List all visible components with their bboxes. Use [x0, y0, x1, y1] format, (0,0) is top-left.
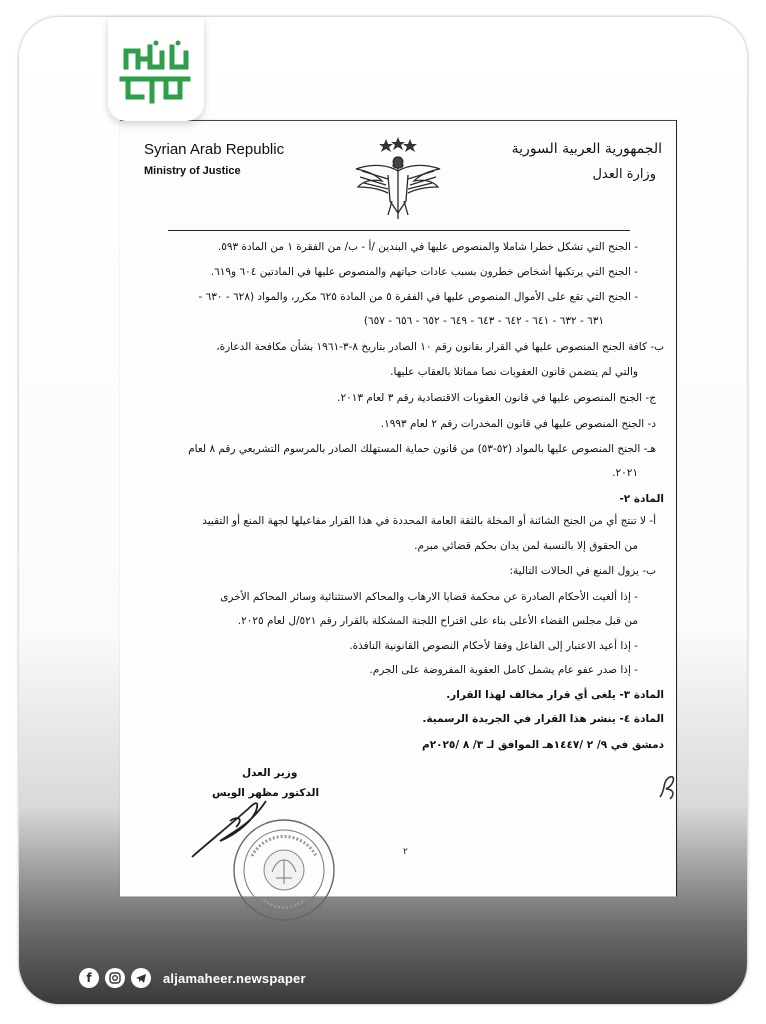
header-english	[144, 141, 284, 177]
facebook-icon[interactable]: f	[79, 968, 99, 988]
text-line: هـ- الجنح المنصوص عليها بالمواد (٥٢-٥٣) من قانون حماية المستهلك الصادر بالمرسوم التشريعي رقم ٨ لعام	[188, 443, 656, 455]
article-heading: المادة ٢-	[619, 493, 664, 505]
country-name-en: Syrian Arab Republic	[144, 141, 285, 158]
date-line: دمشق في ٩/ ٢ /١٤٤٧هـ الموافق لـ ٣/ ٨ /٢٠٢٥م	[421, 739, 664, 751]
social-handle[interactable]: aljamaheer.newspaper	[163, 970, 306, 986]
article-line: المادة ٤- ينشر هذا القرار في الجريدة الرسمية.	[422, 713, 664, 725]
text-line: - الجنح التي يرتكبها أشخاص خطرون بسبب عادات حياتهم والمنصوص عليها في المادتين ٦٠٤ و٦١٩.	[210, 266, 638, 278]
social-footer	[79, 968, 306, 988]
instagram-icon[interactable]	[105, 968, 125, 988]
text-line: أ- لا تنتج أي من الجنح الشائنة أو المخلة بالثقة العامة المحددة في هذا القرار مفاعيلها لجهة المنع أو التقييد	[202, 515, 656, 527]
text-line: - إذا أعيد الاعتبار إلى الفاعل وفقا لأحكام النصوص القانونية النافذة.	[349, 640, 638, 652]
text-line: ٢٠٢١.	[612, 467, 638, 479]
card-frame	[19, 17, 747, 1004]
country-name-ar: الجمهورية العربية السورية	[511, 141, 662, 157]
text-line: - الجنح التي تشكل خطرا شاملا والمنصوص عليها في البندين /أ - ب/ من الفقرة ١ من المادة ٥٩٣.	[217, 241, 638, 253]
eagle-emblem-icon	[348, 135, 448, 221]
article-line: المادة ٣- يلغى أي قرار مخالف لهذا القرار.	[446, 689, 664, 701]
header-arabic	[512, 141, 662, 182]
aljamaheer-logo-icon	[108, 17, 204, 121]
brand-logo	[108, 17, 204, 121]
text-line: ج- الجنح المنصوص عليها في قانون العقوبات الاقتصادية رقم ٣ لعام ٢٠١٣.	[337, 392, 656, 404]
text-line: من قبل مجلس القضاء الأعلى بناء على اقتراح اللجنة المشكلة بالقرار رقم ٥٢١/ل لعام ٢٠٢٥.	[237, 615, 638, 627]
document-page	[120, 120, 677, 897]
text-line: د- الجنح المنصوص عليها في قانون المخدرات رقم ٢ لعام ١٩٩٣.	[380, 418, 656, 430]
handwritten-signature	[190, 781, 280, 861]
text-line: ٦٣١ - ٦٣٢ - ٦٤١ - ٦٤٢ - ٦٤٣ - ٦٤٩ - ٦٥٢ - ٦٥٦ - ٦٥٧)	[363, 315, 604, 327]
header-divider	[168, 230, 630, 231]
ministry-name-ar: وزارة العدل	[592, 167, 656, 182]
margin-initial-mark	[656, 771, 682, 801]
page-number: ٢	[403, 847, 408, 857]
text-line: من الحقوق إلا بالنسبة لمن يدان بحكم قضائي مبرم.	[414, 540, 638, 552]
signatory-title: وزير العدل	[242, 767, 298, 779]
telegram-icon[interactable]	[131, 968, 151, 988]
text-line: ب- كافة الجنح المنصوص عليها في القرار بقانون رقم ١٠ الصادر بتاريخ ٨-٣-١٩٦١ بشأن مكافحة الدعارة،	[216, 341, 664, 353]
text-line: ب- يزول المنع في الحالات التالية:	[509, 565, 656, 577]
text-line: - الجنح التي تقع على الأموال المنصوص عليها في الفقرة ٥ من المادة ٦٢٥ مكرر، والمواد (٦٢٨ - ٦٣٠ -	[198, 291, 638, 303]
ministry-name-en: Ministry of Justice	[144, 165, 241, 177]
text-line: - إذا ألغيت الأحكام الصادرة عن محكمة قضايا الارهاب والمحاكم الاستثنائية وسائر المحاكم الأخرى	[220, 591, 638, 603]
text-line: والتي لم يتضمن قانون العقوبات نصا مماثلا بالعقاب عليها.	[390, 366, 638, 378]
signatory-name: الدكتور مظهر الويس	[212, 787, 320, 799]
text-line: - إذا صدر عفو عام يشمل كامل العقوبة المفروضة على الجرم.	[369, 664, 638, 676]
